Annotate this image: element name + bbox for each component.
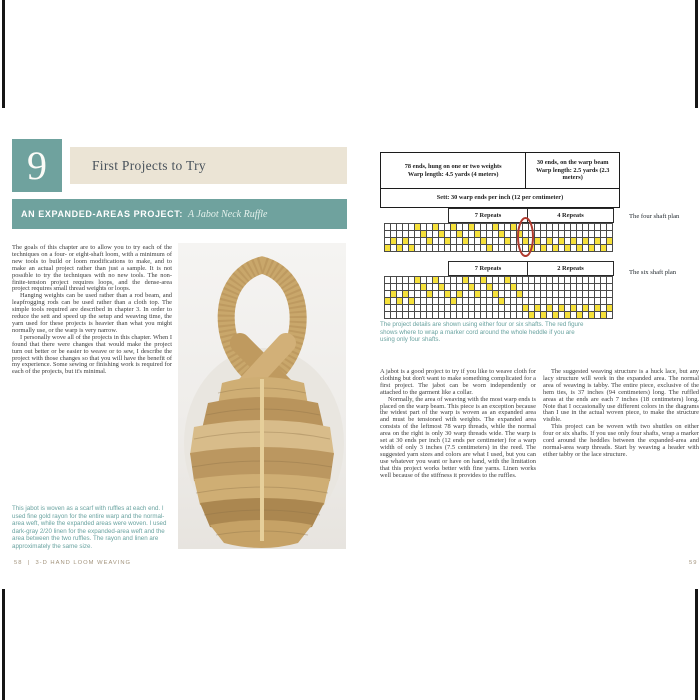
book-title: 3-D HAND LOOM WEAVING xyxy=(35,560,132,566)
right-page-footer xyxy=(689,560,697,566)
marker-cord-oval xyxy=(516,216,535,258)
project-banner xyxy=(12,199,347,229)
jabot-photo xyxy=(178,243,346,549)
repeat-label: 7 Repeats xyxy=(449,262,528,275)
chapter-title-bar xyxy=(70,147,347,184)
footer-divider: | xyxy=(25,560,33,566)
right-edge-line-top xyxy=(695,0,698,108)
draft-cell xyxy=(607,277,613,284)
paragraph: Normally, the area of weaving with the most warp ends is placed on the warp beam. This piece is an exception because the widest part of the warp is woven as an expanded area and must be tensioned with weights. The expanded area consists of the leftmost 78 warp threads, while the normal area on the right is only 30 warp threads wide. The warp is set at 30 ends per inch (12 ends per centimeter) for a warp width of only 3 inches (7.5 centimeters) in the reed. The suggested yarn sizes and colors are what I used, but you can use whatever you want or have on hand, with the limitation that this project works better with fine yarns. Linen works well because of the stiffness it provides to the ruffles. xyxy=(380,395,536,479)
photo-caption: This jabot is woven as a scarf with ruffles at each end. I used fine gold rayon for the entire warp and the normal-area weft, while the expanded areas were woven. I used dark-gray 2/20 linen for the expanded-area weft and the area between the two ruffles. The rayon and linen are approximately the same size. xyxy=(12,505,167,550)
right-page-column-2 xyxy=(543,369,699,459)
six-shaft-plan-label: The six shaft plan xyxy=(629,269,677,276)
four-shaft-draft-grid xyxy=(384,223,613,252)
paragraph: The suggested weaving structure is a huck lace, but any lacy structure will work in the expanded area. The normal area of weaving is tabby. The entire piece, exclusive of the hem ties, is 37 inches (94 centimeters) long. The ruffled areas at the ends are each 7 inches (18 centimeters) long. Note that I occasionally use different colors in the diagrams than I use in the actual woven piece, to make the structure visible. xyxy=(543,368,699,424)
draft-cell xyxy=(607,284,613,291)
repeat-brackets-six-shaft xyxy=(448,261,614,276)
draft-cell xyxy=(607,245,613,252)
chapter-number-box xyxy=(12,139,62,192)
chapter-number: 9 xyxy=(27,142,47,188)
draft-cell xyxy=(607,231,613,238)
spec-cell-beamed xyxy=(526,153,620,189)
spec-line: 30 ends, on the warp beam xyxy=(536,159,609,167)
left-edge-line-top xyxy=(2,0,5,108)
draft-cell xyxy=(607,298,613,305)
paragraph: The goals of this chapter are to allow you to try each of the techniques on a four- or eight-shaft loom, with a minimum of new tools to build or loom modifications to make, and to make an actual project rather than just a sample. It is not possible to try the techniques with no new tools. The non-finite-tension project requires loops, and the dense-area project requires small thread weights or loops. xyxy=(12,244,172,293)
paragraph: Hanging weights can be used rather than a rod beam, and leapfrogging rods can be used rather than a cloth top. The simple tools required are described in chapter 3. In order to reduce the sett and speed up the setup and weaving time, the yarn used for these projects is heavier than what you might normally use, or the warp is very narrow. xyxy=(12,292,172,334)
draft-cell xyxy=(607,238,613,245)
warp-spec-table xyxy=(380,152,620,208)
left-edge-line-bottom xyxy=(2,589,5,700)
repeat-label: 2 Repeats xyxy=(557,265,584,272)
spec-cell-sett: Sett: 30 warp ends per inch (12 per centimeter) xyxy=(381,189,620,208)
left-page-body-text xyxy=(12,245,172,376)
paragraph: This project can be woven with two shuttles on either four or six shafts. If you use only four shafts, wrap a marker cord around the heddles between the expanded-area and normal-area warp threads. Start by weaving a header with either tabby or the lace structure. xyxy=(543,423,699,458)
six-shaft-draft-grid xyxy=(384,276,613,319)
left-page-footer xyxy=(14,560,131,566)
spec-line: Warp length: 4.5 yards (4 meters) xyxy=(407,170,499,178)
repeat-label: 7 Repeats xyxy=(449,209,528,222)
left-page-number: 58 xyxy=(14,560,23,566)
project-banner-subtitle: A Jabot Neck Ruffle xyxy=(187,208,268,220)
draft-cell xyxy=(607,291,613,298)
draft-cell xyxy=(607,312,613,319)
right-edge-line-bottom xyxy=(695,589,698,700)
paragraph: I personally wove all of the projects in this chapter. When I found that there were changes that would make the project turn out better or be easier to weave or to sew, I describe the project with those changes so that you will have the benefit of my experience. Some sewing or finishing work is required for each of the projects, but it's minimal. xyxy=(12,333,172,376)
draft-caption: The project details are shown using either four or six shafts. The red figure shows where to wrap a marker cord around the whole heddle if you are using only four shafts. xyxy=(380,321,584,344)
spec-cell-weighted xyxy=(381,153,526,189)
right-page-number: 59 xyxy=(689,560,698,566)
repeat-label: 4 Repeats xyxy=(557,212,584,219)
chapter-title: First Projects to Try xyxy=(92,157,206,173)
draft-cell xyxy=(607,224,613,231)
right-page-column-1 xyxy=(380,369,536,480)
four-shaft-plan-label: The four shaft plan xyxy=(629,213,680,220)
draft-cell xyxy=(607,305,613,312)
jabot-scarf-illustration xyxy=(178,243,346,549)
paragraph: A jabot is a good project to try if you like to weave cloth for clothing but don't want to make something complicated for a first project. The jabot can be worn independently or attached to the garment like a collar. xyxy=(380,368,536,396)
project-banner-label: AN EXPANDED-AREAS PROJECT: xyxy=(21,209,183,219)
spec-line: Warp length: 2.5 yards (2.3 meters) xyxy=(535,166,610,182)
spec-line: 78 ends, hung on one or two weights xyxy=(404,163,502,171)
